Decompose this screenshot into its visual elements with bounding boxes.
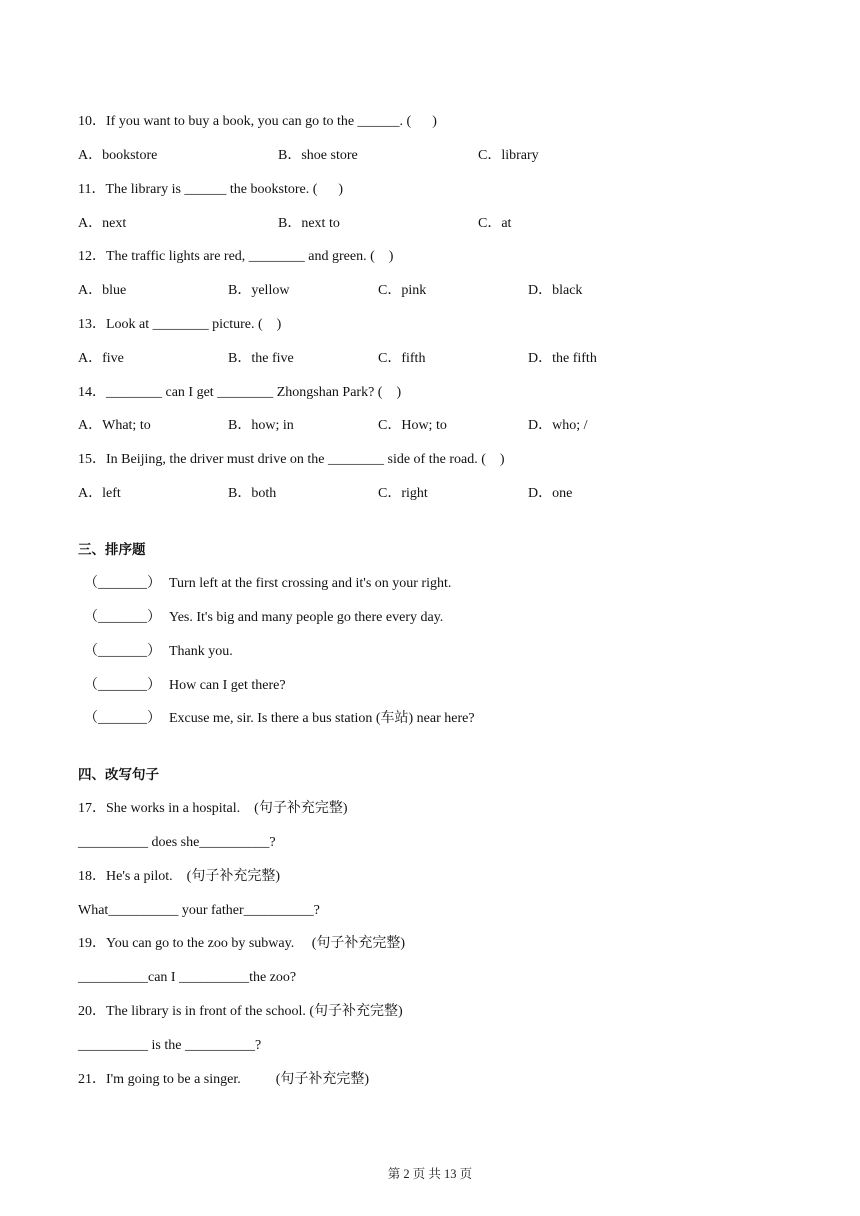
rewrite-question-21: 21．I'm going to be a singer. (句子补充完整) (78, 1072, 370, 1087)
ordering-blank-5[interactable]: （_______） (84, 711, 161, 726)
rewrite-question-18: 18．He's a pilot. (句子补充完整) (78, 869, 281, 884)
q13-option-b: B．the five (228, 351, 294, 366)
q11-option-a: A．next (78, 216, 127, 231)
q15-option-a: A．left (78, 486, 121, 501)
q13-option-a: A．five (78, 351, 124, 366)
page-footer: 第 2 页 共 13 页 (387, 1167, 473, 1181)
question-13-stem: 13．Look at ________ picture. ( ) (78, 317, 282, 332)
ordering-sentence-4: How can I get there? (169, 678, 286, 693)
ordering-sentence-5: Excuse me, sir. Is there a bus station (车站) near here? (169, 711, 475, 726)
q15-option-b: B．both (228, 486, 277, 501)
section-3-heading: 三、排序题 (78, 542, 146, 558)
q10-option-a: A．bookstore (78, 148, 158, 163)
rewrite-answer-20[interactable]: __________ is the __________? (78, 1038, 262, 1053)
q12-option-b: B．yellow (228, 283, 290, 298)
rewrite-answer-17[interactable]: __________ does she__________? (78, 835, 276, 850)
rewrite-answer-18[interactable]: What__________ your father__________? (78, 903, 320, 918)
q10-option-b: B．shoe store (278, 148, 358, 163)
ordering-sentence-3: Thank you. (169, 644, 233, 659)
q12-option-c: C．pink (378, 283, 427, 298)
q11-option-c: C．at (478, 216, 512, 231)
section-4-heading: 四、改写句子 (78, 767, 159, 783)
ordering-blank-4[interactable]: （_______） (84, 678, 161, 693)
q13-option-d: D．the fifth (528, 351, 597, 366)
q13-option-c: C．fifth (378, 351, 426, 366)
question-10-stem: 10．If you want to buy a book, you can go to the ______. ( ) (78, 114, 437, 129)
q14-option-d: D．who; / (528, 418, 588, 433)
q12-option-d: D．black (528, 283, 583, 298)
q14-option-a: A．What; to (78, 418, 151, 433)
q15-option-d: D．one (528, 486, 573, 501)
q14-option-c: C．How; to (378, 418, 447, 433)
q14-option-b: B．how; in (228, 418, 294, 433)
rewrite-answer-19[interactable]: __________can I __________the zoo? (78, 970, 297, 985)
question-11-stem: 11．The library is ______ the bookstore. ( ) (78, 182, 344, 197)
ordering-blank-2[interactable]: （_______） (84, 610, 161, 625)
q11-option-b: B．next to (278, 216, 340, 231)
rewrite-question-17: 17．She works in a hospital. (句子补充完整) (78, 801, 348, 816)
ordering-blank-1[interactable]: （_______） (84, 576, 161, 591)
question-15-stem: 15．In Beijing, the driver must drive on the ________ side of the road. ( ) (78, 452, 505, 467)
q15-option-c: C．right (378, 486, 428, 501)
rewrite-question-19: 19．You can go to the zoo by subway. (句子补充完整) (78, 936, 406, 951)
q10-option-c: C．library (478, 148, 539, 163)
ordering-sentence-1: Turn left at the first crossing and it's on your right. (169, 576, 452, 591)
question-14-stem: 14．________ can I get ________ Zhongshan Park? ( ) (78, 385, 402, 400)
question-12-stem: 12．The traffic lights are red, ________ and green. ( ) (78, 249, 394, 264)
ordering-blank-3[interactable]: （_______） (84, 644, 161, 659)
q12-option-a: A．blue (78, 283, 127, 298)
ordering-sentence-2: Yes. It's big and many people go there every day. (169, 610, 444, 625)
rewrite-question-20: 20．The library is in front of the school. (句子补充完整) (78, 1004, 403, 1019)
